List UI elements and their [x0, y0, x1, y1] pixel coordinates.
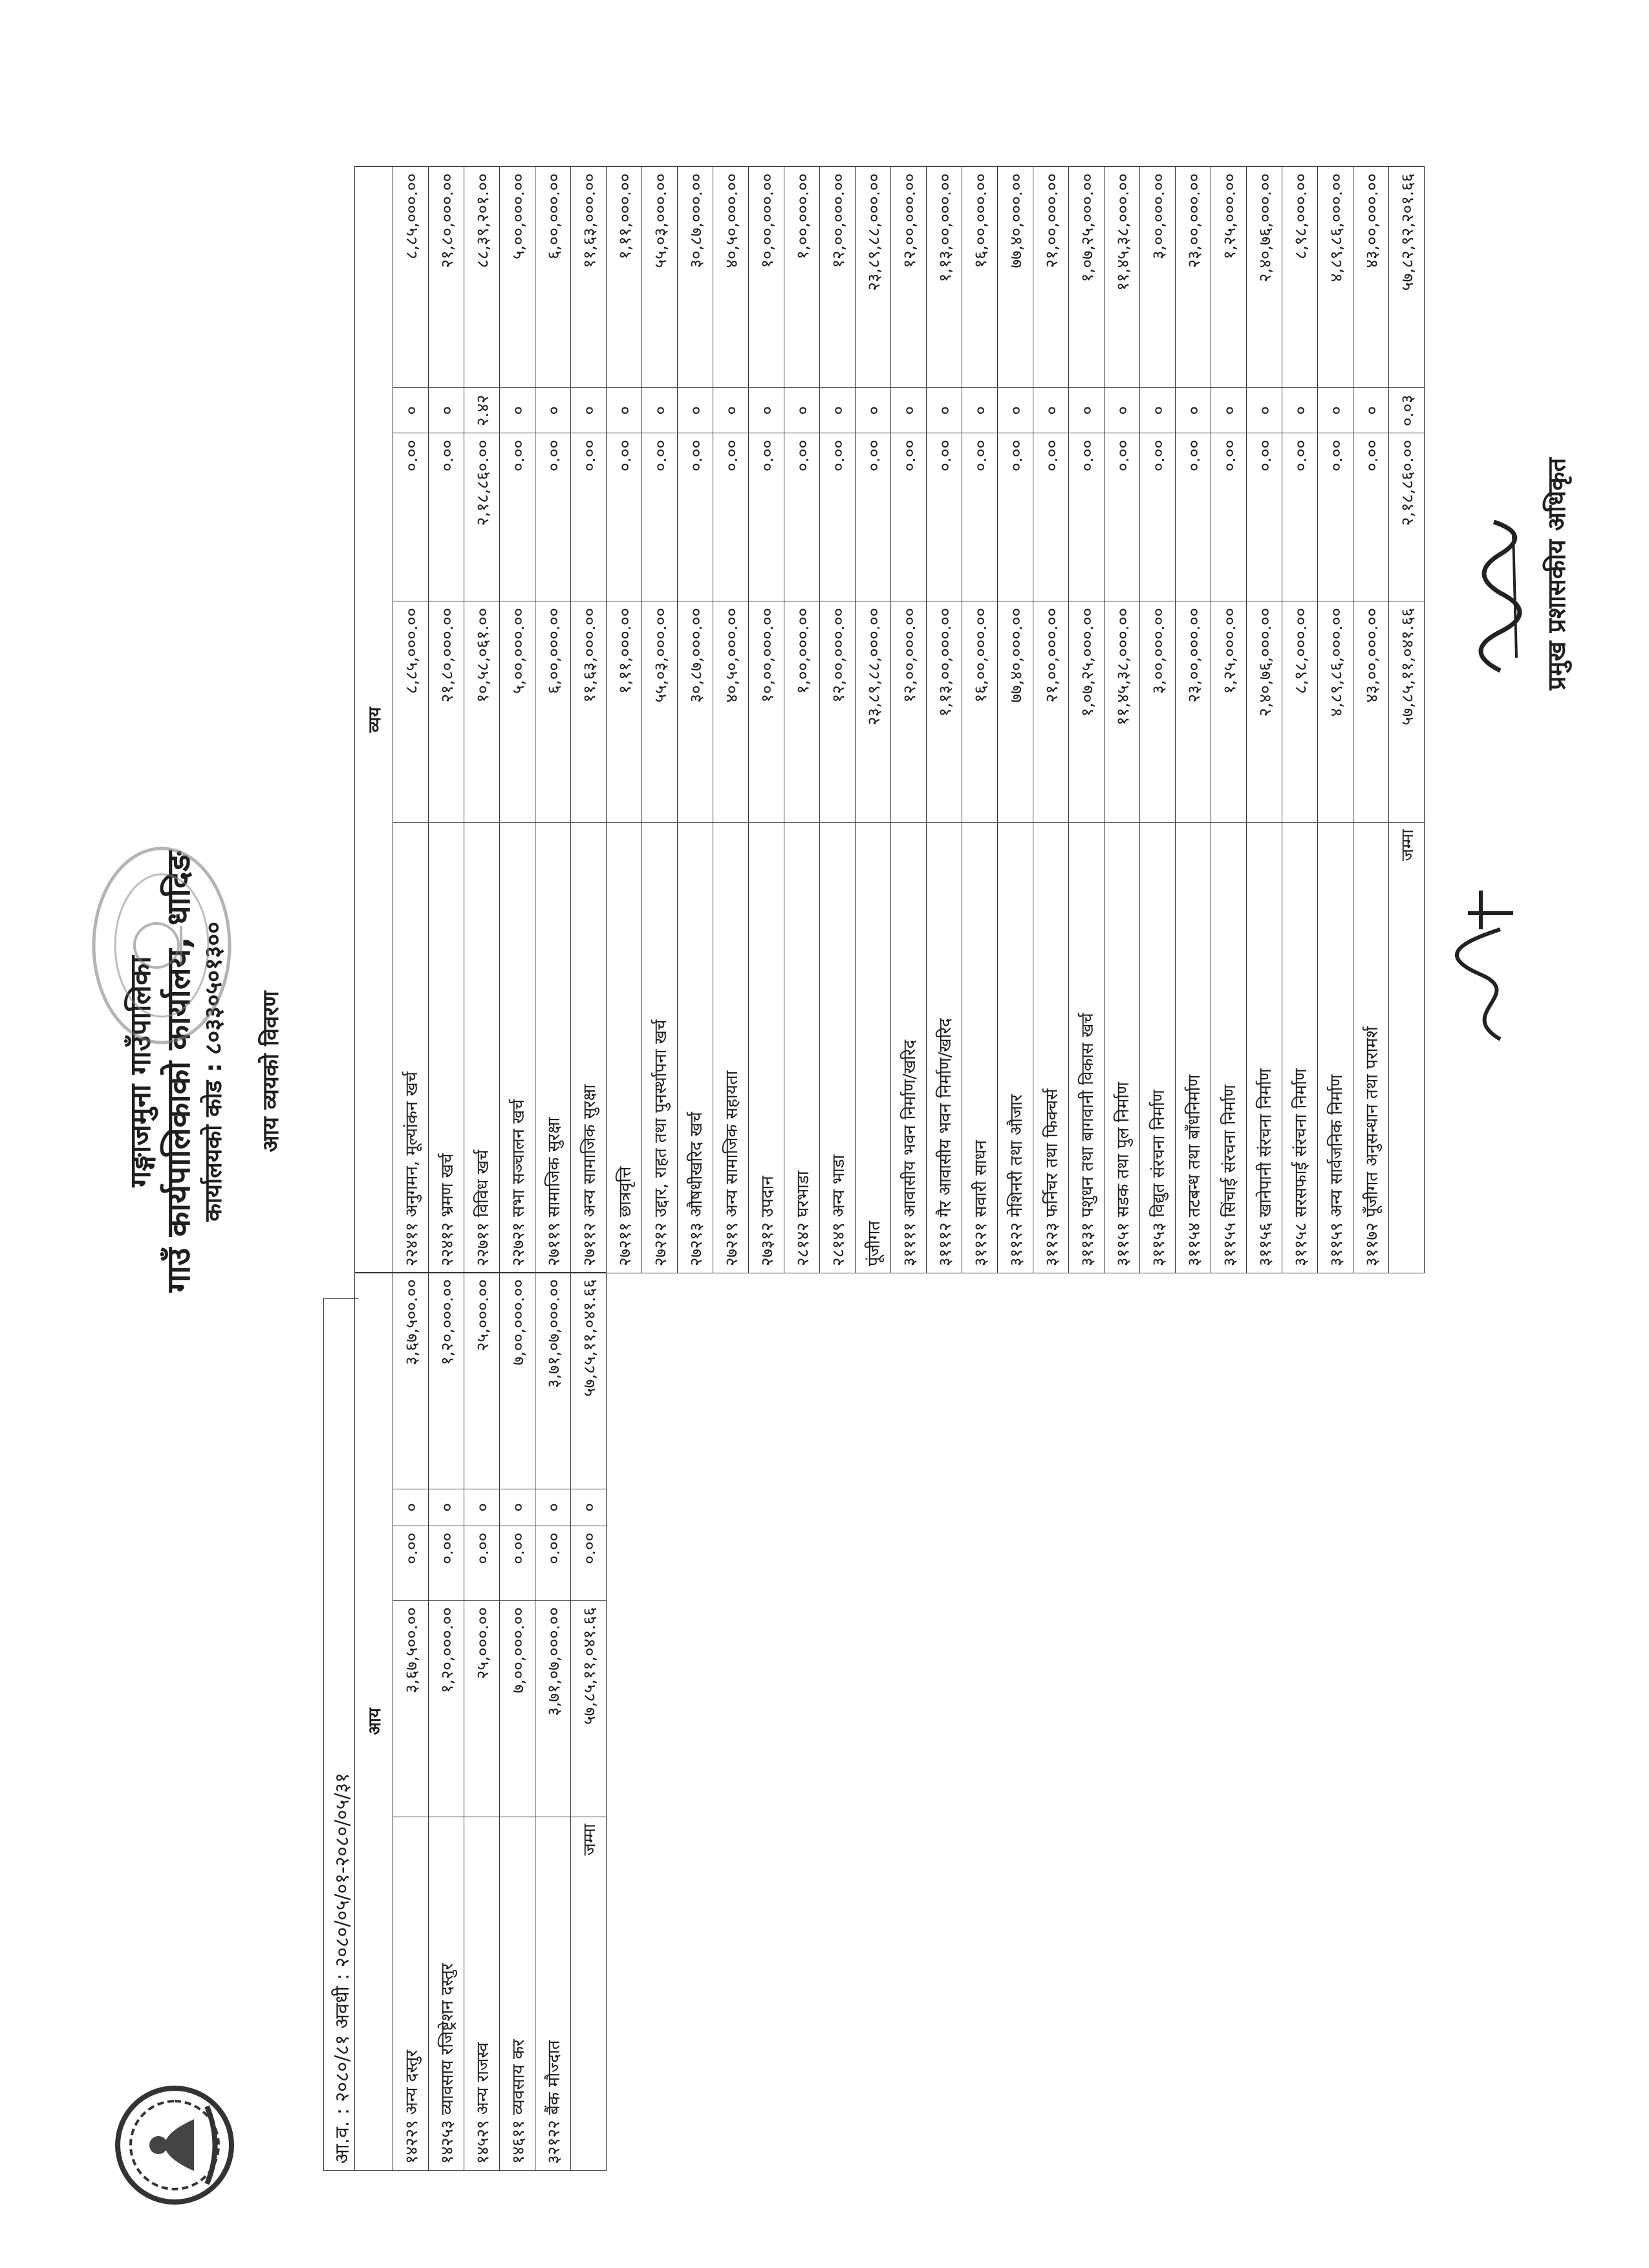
cell-c3: ०.०० — [393, 433, 429, 601]
cell-amount: १,००,०००.०० — [784, 601, 820, 823]
office-code: कार्यालयको कोड : ८०३३०५०१३०० — [200, 922, 227, 1222]
cell-c5: ५७,८५,११,०४१.६६ — [571, 1273, 607, 1489]
cell-label: १४५२९ अन्य राजस्व — [464, 1817, 500, 2170]
cell-amount: २३,८९,८८,०००.०० — [856, 601, 891, 823]
table-row — [713, 167, 749, 1273]
cell-amount: २,४०,७६,०००.०० — [1247, 601, 1282, 823]
cell-c5: ५७,८२,९२,२०१.६६ — [1389, 167, 1425, 388]
cell-label: २८१४२ घरभाडा — [784, 823, 820, 1273]
cell-amount: ३,७१,०७,०००.०० — [535, 1601, 571, 1817]
cell-label: २७११२ अन्य सामाजिक सुरक्षा — [571, 823, 607, 1273]
income-heading: आय — [355, 1273, 393, 2171]
table-row — [1353, 167, 1389, 1273]
cell-c3: ०.०० — [856, 433, 891, 601]
cell-c3: ०.०० — [1282, 433, 1318, 601]
cell-label: २७३१२ उपदान — [749, 823, 784, 1273]
cell-c5: २१,००,०००.०० — [1033, 167, 1069, 388]
cell-c3: ०.०० — [1318, 433, 1353, 601]
cell-c3: ०.०० — [464, 1526, 500, 1600]
cell-c5: ५,००,०००.०० — [500, 167, 535, 388]
cell-c3: २,१८,८६०.०० — [464, 433, 500, 601]
cell-amount: ५७,८५,११,०४१.६६ — [571, 1601, 607, 1817]
table-row — [962, 167, 998, 1273]
table-row — [464, 167, 500, 1273]
cell-c4: ० — [1353, 388, 1389, 433]
cell-amount: ११,६३,०००.०० — [571, 601, 607, 823]
cell-c3: ०.०० — [429, 433, 464, 601]
cell-c4: ० — [1247, 388, 1282, 433]
cell-c3: ०.०० — [749, 433, 784, 601]
cell-c4: ० — [784, 388, 820, 433]
cell-amount: १,०७,२५,०००.०० — [1069, 601, 1105, 823]
cell-c4: ० — [571, 388, 607, 433]
table-row — [1247, 167, 1282, 1273]
cell-c3: ०.०० — [820, 433, 856, 601]
cell-c5: ३,६७,५००.०० — [393, 1273, 429, 1489]
table-row — [464, 1273, 500, 2171]
cell-c4: ० — [535, 1489, 571, 1526]
cell-label: ३१११२ गैर आवासीय भवन निर्माण/खरिद — [927, 823, 962, 1273]
cell-c5: ८८,३९,२०१.०० — [464, 167, 500, 388]
table-row — [927, 167, 962, 1273]
cell-c4: ० — [1105, 388, 1140, 433]
table-row — [429, 1273, 464, 2171]
cell-label: २७२१९ अन्य सामाजिक सहायता — [713, 823, 749, 1273]
cell-label: २७११९ सामाजिक सुरक्षा — [535, 823, 571, 1273]
cell-c3: ०.०० — [678, 433, 713, 601]
table-row — [784, 167, 820, 1273]
cell-amount: ७,००,०००.०० — [500, 1601, 535, 1817]
cell-label: २७२१३ औषधीखरिद खर्च — [678, 823, 713, 1273]
cell-c3: ०.०० — [1140, 433, 1176, 601]
cell-c3: ०.०० — [429, 1526, 464, 1600]
cell-c4: ० — [500, 388, 535, 433]
cell-amount: २१,००,०००.०० — [1033, 601, 1069, 823]
cell-c4: ० — [678, 388, 713, 433]
cell-c5: १,१३,००,०००.०० — [927, 167, 962, 388]
cell-c5: ४३,००,०००.०० — [1353, 167, 1389, 388]
cell-c5: ५५,०३,०००.०० — [642, 167, 678, 388]
cell-label: २२७११ विविध खर्च — [464, 823, 500, 1273]
cell-amount: २५,०००.०० — [464, 1601, 500, 1817]
table-row — [1211, 167, 1247, 1273]
officer-signature-icon — [1449, 515, 1533, 677]
cell-c4: ० — [1318, 388, 1353, 433]
cell-amount: २३,००,०००.०० — [1176, 601, 1211, 823]
cell-label: ३११५६ खानेपानी संरचना निर्माण — [1247, 823, 1282, 1273]
cell-c4: ० — [393, 1489, 429, 1526]
cell-c4: ० — [535, 388, 571, 433]
cell-label: २२४१२ भ्रमण खर्च — [429, 823, 464, 1273]
cell-label: २७२११ छात्रवृत्ति — [607, 823, 642, 1273]
cell-c4: ० — [820, 388, 856, 433]
cell-c5: ४०,५०,०००.०० — [713, 167, 749, 388]
table-row — [642, 167, 678, 1273]
table-row — [1140, 167, 1176, 1273]
cell-label: ३११५५ सिंचाई संरचना निर्माण — [1211, 823, 1247, 1273]
cell-c5: ११,४५,३८,०००.०० — [1105, 167, 1140, 388]
cell-c3: ०.०० — [1353, 433, 1389, 601]
cell-c3: ०.०० — [571, 433, 607, 601]
table-row — [1069, 167, 1105, 1273]
cell-c4: ०.०३ — [1389, 388, 1425, 433]
cell-c4: ० — [1282, 388, 1318, 433]
office-seal-icon — [84, 839, 239, 1052]
cell-c4: ० — [1069, 388, 1105, 433]
cell-c5: २,४०,७६,०००.०० — [1247, 167, 1282, 388]
cell-c5: २३,००,०००.०० — [1176, 167, 1211, 388]
handwritten-signature-icon — [1442, 871, 1533, 1052]
cell-c5: ६,००,०००.०० — [535, 167, 571, 388]
cell-label: ३११५४ तटबन्ध तथा बाँधनिर्माण — [1176, 823, 1211, 1273]
cell-c4: ० — [749, 388, 784, 433]
cell-amount: ३,६७,५००.०० — [393, 1601, 429, 1817]
cell-label: ३११२३ फर्निचर तथा फिक्चर्स — [1033, 823, 1069, 1273]
cell-c5: ७,००,०००.०० — [500, 1273, 535, 1489]
income-total-row — [571, 1273, 607, 2171]
cell-amount: ५७,८५,११,०४१.६६ — [1389, 601, 1425, 823]
cell-c3: ०.०० — [1069, 433, 1105, 601]
cell-c4: ० — [1140, 388, 1176, 433]
cell-c5: २५,०००.०० — [464, 1273, 500, 1489]
cell-amount: १०,५८,०६१.०० — [464, 601, 500, 823]
cell-c5: ४,८९,८६,०००.०० — [1318, 167, 1353, 388]
cell-c3: ०.०० — [393, 1526, 429, 1600]
cell-c4: ० — [998, 388, 1033, 433]
table-row — [500, 1273, 535, 2171]
cell-amount: १०,००,०००.०० — [749, 601, 784, 823]
cell-c5: १,११,०००.०० — [607, 167, 642, 388]
cell-label: ३११११ आवासीय भवन निर्माण/खरिद — [891, 823, 927, 1273]
table-row — [429, 167, 464, 1273]
cell-c3: ०.०० — [927, 433, 962, 601]
cell-c5: १,२५,०००.०० — [1211, 167, 1247, 388]
cell-c4: ० — [856, 388, 891, 433]
cell-c4: ० — [642, 388, 678, 433]
cell-c5: ८,८५,०००.०० — [393, 167, 429, 388]
cell-c5: १२,००,०००.०० — [891, 167, 927, 388]
table-row — [535, 167, 571, 1273]
cell-label: १४६११ व्यवसाय कर — [500, 1817, 535, 2170]
cell-c3: २,१८,८६०.०० — [1389, 433, 1425, 601]
cell-c5: १०,००,०००.०० — [749, 167, 784, 388]
document-title: आय व्ययको विवरण — [258, 991, 285, 1152]
cell-c5: २१,८०,०००.०० — [429, 167, 464, 388]
cell-c5: ८,९८,०००.०० — [1282, 167, 1318, 388]
cell-c3: ०.०० — [535, 433, 571, 601]
cell-c3: ०.०० — [642, 433, 678, 601]
table-row — [820, 167, 856, 1273]
cell-c4: २.४२ — [464, 388, 500, 433]
cell-c3: ०.०० — [1211, 433, 1247, 601]
cell-amount: ५,००,०००.०० — [500, 601, 535, 823]
cell-c3: ०.०० — [713, 433, 749, 601]
cell-label: ३११७२ पूँजीगत अनुसन्धान तथा परामर्श — [1353, 823, 1389, 1273]
table-row — [678, 167, 713, 1273]
cell-c3: ०.०० — [535, 1526, 571, 1600]
cell-c5: १६,००,०००.०० — [962, 167, 998, 388]
cell-label: ३११५९ अन्य सार्वजनिक निर्माण — [1318, 823, 1353, 1273]
cell-c5: ११,६३,०००.०० — [571, 167, 607, 388]
office-name: गाउँ कार्यपालिकाको कार्यालय, धादिङ — [160, 850, 197, 1293]
cell-label: ३११५३ विद्युत संरचना निर्माण — [1140, 823, 1176, 1273]
cell-label: ३२१२२ बैंक मौज्दात — [535, 1817, 571, 2170]
cell-c5: १,०७,२५,०००.०० — [1069, 167, 1105, 388]
cell-label: ३११५१ सडक तथा पुल निर्माण — [1105, 823, 1140, 1273]
cell-c5: १,००,०००.०० — [784, 167, 820, 388]
cell-amount: ७७,४०,०००.०० — [998, 601, 1033, 823]
cell-c3: ०.०० — [891, 433, 927, 601]
table-row — [1033, 167, 1069, 1273]
cell-c4: ० — [571, 1489, 607, 1526]
cell-c3: ०.०० — [1105, 433, 1140, 601]
cell-amount: १२,००,०००.०० — [891, 601, 927, 823]
table-row — [535, 1273, 571, 2171]
cell-c4: ० — [962, 388, 998, 433]
table-row — [1282, 167, 1318, 1273]
cell-c3: ०.०० — [962, 433, 998, 601]
cell-c3: ०.०० — [1176, 433, 1211, 601]
cell-c4: ० — [1033, 388, 1069, 433]
cell-label: ३११२१ सवारी साधन — [962, 823, 998, 1273]
cell-amount: १,११,०००.०० — [607, 601, 642, 823]
cell-c3: ०.०० — [607, 433, 642, 601]
cell-amount: १,१३,००,०००.०० — [927, 601, 962, 823]
table-row — [998, 167, 1033, 1273]
cell-amount: १२,००,०००.०० — [820, 601, 856, 823]
cell-label: २२४११ अनुगमन, मूल्यांकन खर्च — [393, 823, 429, 1273]
cell-amount: ६,००,०००.०० — [535, 601, 571, 823]
cell-c5: १,२०,०००.०० — [429, 1273, 464, 1489]
table-row — [393, 1273, 429, 2171]
cell-c3: ०.०० — [1247, 433, 1282, 601]
cell-c3: ०.०० — [784, 433, 820, 601]
cell-amount: ४०,५०,०००.०० — [713, 601, 749, 823]
table-row — [393, 167, 429, 1273]
cell-c4: ० — [891, 388, 927, 433]
cell-c3: ०.०० — [571, 1526, 607, 1600]
table-row — [749, 167, 784, 1273]
cell-label: २२७२१ सभा सञ्चालन खर्च — [500, 823, 535, 1273]
cell-amount: ४,८९,८६,०००.०० — [1318, 601, 1353, 823]
table-row — [607, 167, 642, 1273]
cell-amount: ५५,०३,०००.०० — [642, 601, 678, 823]
cell-c5: १२,००,०००.०० — [820, 167, 856, 388]
table-row — [1105, 167, 1140, 1273]
cell-amount: ८,९८,०००.०० — [1282, 601, 1318, 823]
cell-amount: ८,८५,०००.०० — [393, 601, 429, 823]
municipality-name: गङ्गाजमुना गाउँपालिका — [124, 956, 157, 1187]
cell-c5: २३,८९,८८,०००.०० — [856, 167, 891, 388]
cell-c5: ३०,८७,०००.०० — [678, 167, 713, 388]
expense-total-row — [1389, 167, 1425, 1273]
cell-amount: ४३,००,०००.०० — [1353, 601, 1389, 823]
cell-label: ३११५८ सरसफाई संरचना निर्माण — [1282, 823, 1318, 1273]
cell-c5: ३,७१,०७,०००.०० — [535, 1273, 571, 1489]
nepal-emblem-icon — [110, 2080, 239, 2210]
cell-amount: ११,४५,३८,०००.०० — [1105, 601, 1140, 823]
cell-c3: ०.०० — [1033, 433, 1069, 601]
cell-c5: ३,००,०००.०० — [1140, 167, 1176, 388]
table-row — [1318, 167, 1353, 1273]
cell-c4: ० — [1176, 388, 1211, 433]
cell-c4: ० — [1211, 388, 1247, 433]
cell-c3: ०.०० — [500, 433, 535, 601]
cell-c4: ० — [500, 1489, 535, 1526]
cell-c4: ० — [429, 1489, 464, 1526]
table-row — [571, 167, 607, 1273]
cell-c4: ० — [927, 388, 962, 433]
table-row — [891, 167, 927, 1273]
table-row — [1176, 167, 1211, 1273]
cell-label: ३११३१ पशुधन तथा बागवानी विकास खर्च — [1069, 823, 1105, 1273]
cell-c3: ०.०० — [500, 1526, 535, 1600]
expense-table — [354, 166, 1425, 1273]
expense-heading: व्यय — [355, 167, 393, 1273]
cell-label: ३११२२ मेशिनरी तथा औजार — [998, 823, 1033, 1273]
cell-label: २८१४९ अन्य भाडा — [820, 823, 856, 1273]
cell-amount: १,२५,०००.०० — [1211, 601, 1247, 823]
cell-label: जम्मा — [1389, 823, 1425, 1273]
cell-label: पूंजीगत — [856, 823, 891, 1273]
cell-label: जम्मा — [571, 1817, 607, 2170]
cell-c4: ० — [607, 388, 642, 433]
table-row — [500, 167, 535, 1273]
cell-c4: ० — [464, 1489, 500, 1526]
cell-label: १४२२९ अन्य दस्तुर — [393, 1817, 429, 2170]
cell-amount: १,२०,०००.०० — [429, 1601, 464, 1817]
officer-title: प्रमुख प्रशासकीय अधिकृत — [1542, 457, 1571, 690]
table-row — [856, 167, 891, 1273]
cell-c3: ०.०० — [998, 433, 1033, 601]
fiscal-period: आ.व. : २०८०/८१ अवधी : २०८०/०५/०१-२०८०/०५/३१ — [323, 1298, 358, 2171]
cell-amount: ३०,८७,०००.०० — [678, 601, 713, 823]
cell-c4: ० — [429, 388, 464, 433]
cell-amount: २१,८०,०००.०० — [429, 601, 464, 823]
document-header — [123, 684, 285, 1460]
cell-amount: ३,००,०००.०० — [1140, 601, 1176, 823]
cell-c5: ७७,४०,०००.०० — [998, 167, 1033, 388]
cell-label: २७२१२ उद्दार, राहत तथा पुनर्स्थापना खर्च — [642, 823, 678, 1273]
cell-label: १४२५३ व्यावसाय रजिष्ट्रेशन दस्तुर — [429, 1817, 464, 2170]
income-table — [354, 1272, 607, 2171]
cell-c4: ० — [713, 388, 749, 433]
cell-c4: ० — [393, 388, 429, 433]
cell-amount: १६,००,०००.०० — [962, 601, 998, 823]
